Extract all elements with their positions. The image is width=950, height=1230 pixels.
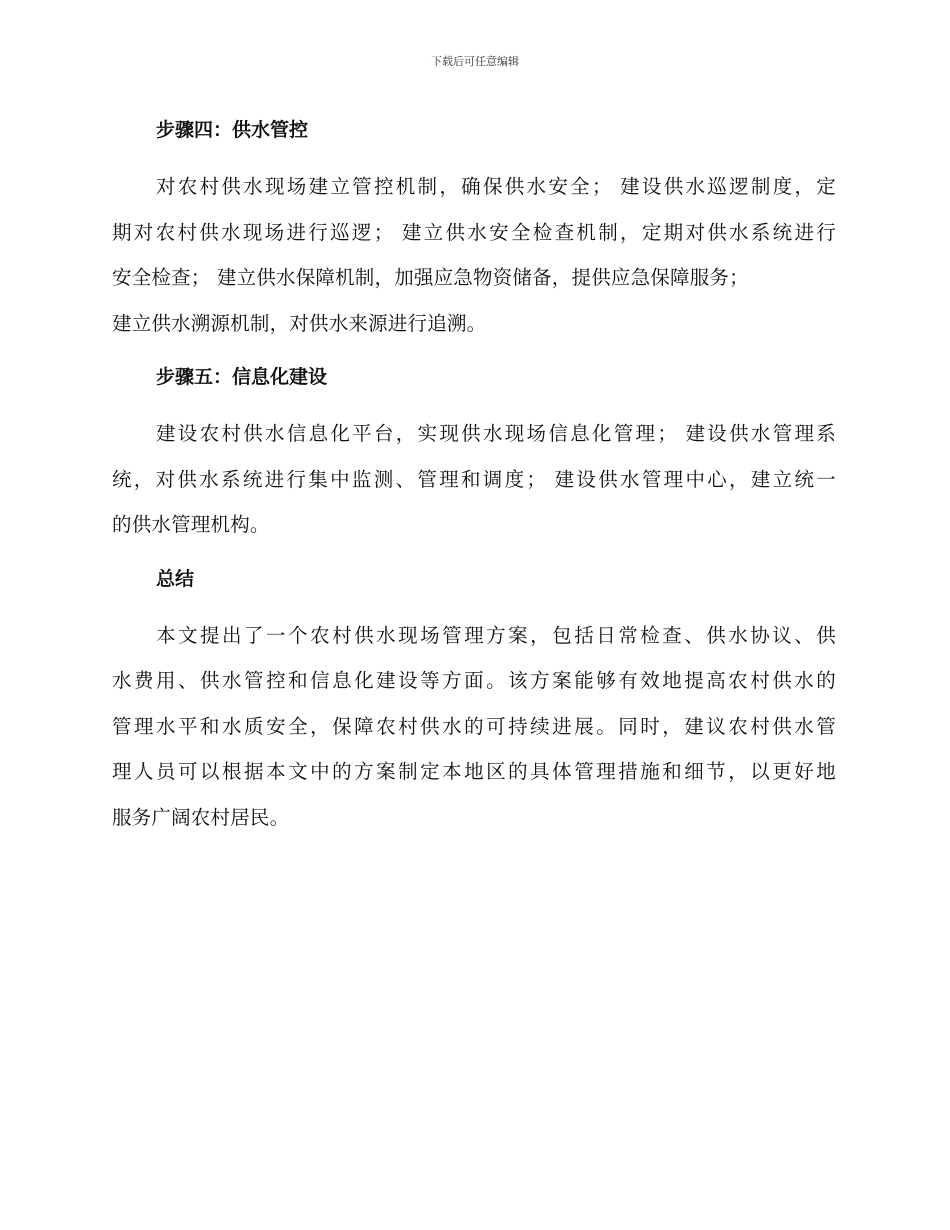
paragraph-line: 安全检查； 建立供水保障机制，加强应急物资储备，提供应急保障服务； xyxy=(112,266,749,289)
paragraph-line: 的供水管理机构。 xyxy=(112,513,270,536)
paragraph-line: 建立供水溯源机制，对供水来源进行追溯。 xyxy=(112,311,487,335)
section-title-summary: 总结 xyxy=(156,567,195,590)
section-title-step-five: 步骤五：信息化建设 xyxy=(156,366,328,388)
page-header: 下载后可任意编辑 xyxy=(431,55,519,68)
paragraph-step-five xyxy=(112,411,836,548)
paragraph-line: 建设农村供水信息化平台，实现供水现场信息化管理； 建设供水管理系 xyxy=(156,422,836,445)
paragraph-step-four xyxy=(112,164,836,346)
paragraph-line: 服务广阔农村居民。 xyxy=(112,805,290,829)
paragraph-line: 对农村供水现场建立管控机制，确保供水安全； 建设供水巡逻制度，定 xyxy=(156,175,836,198)
paragraph-summary xyxy=(112,613,836,841)
paragraph-line: 理人员可以根据本文中的方案制定本地区的具体管理措施和细节，以更好地 xyxy=(112,760,836,783)
document-body xyxy=(112,108,836,840)
paragraph-line: 期对农村供水现场进行巡逻； 建立供水安全检查机制，定期对供水系统进行 xyxy=(112,220,836,244)
paragraph-line: 水费用、供水管控和信息化建设等方面。该方案能够有效地提高农村供水的 xyxy=(112,669,836,692)
paragraph-line: 本文提出了一个农村供水现场管理方案，包括日常检查、供水协议、供 xyxy=(156,623,836,647)
paragraph-line: 管理水平和水质安全，保障农村供水的可持续进展。同时，建议农村供水管 xyxy=(112,714,836,738)
section-title-step-four: 步骤四：供水管控 xyxy=(156,119,309,141)
paragraph-line: 统，对供水系统进行集中监测、管理和调度； 建设供水管理中心，建立统一 xyxy=(112,467,836,491)
